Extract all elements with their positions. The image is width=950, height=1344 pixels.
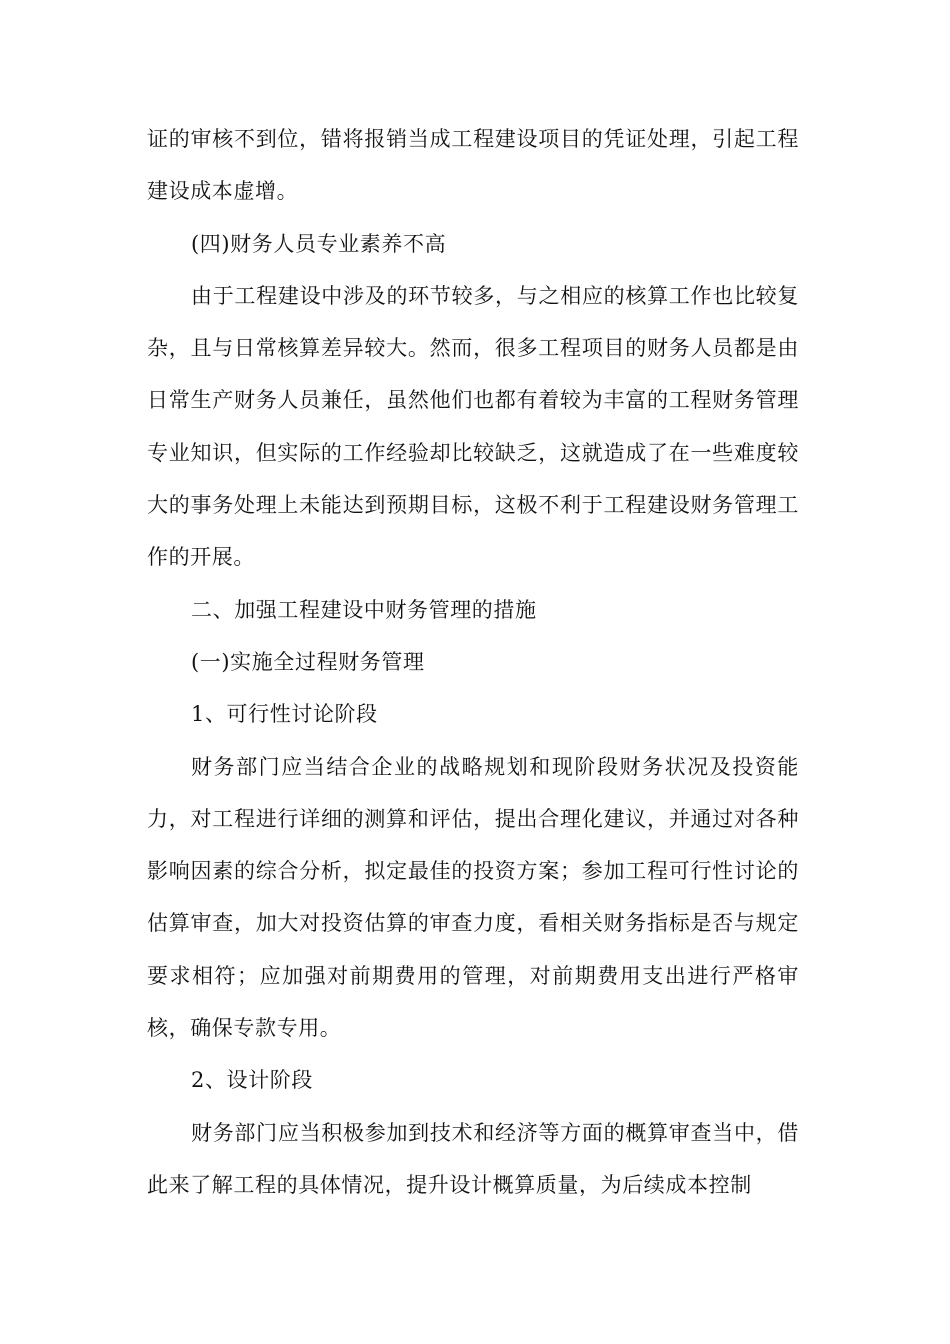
section-heading-2: 二、加强工程建设中财务管理的措施 <box>191 597 537 622</box>
paragraph-2: 由于工程建设中涉及的环节较多，与之相应的核算工作也比较复杂，且与日常核算差异较大。然而，很多工程项目的财务人员都是由日常生产财务人员兼任，虽然他们也都有着较为丰富的工程财务管理专业知识，但实际的工作经验却比较缺乏，这就造成了在一些难度较大的事务处理上未能达到预期目标，这极不利于工程建设财务管理工作的开展。 <box>147 283 799 570</box>
paragraph-4: 财务部门应当积极参加到技术和经济等方面的概算审查当中，借此来了解工程的具体情况，提升设计概算质量，为后续成本控制 <box>147 1120 799 1197</box>
section-heading-4: (四)财务人员专业素养不高 <box>191 231 447 256</box>
paragraph-3: 财务部门应当结合企业的战略规划和现阶段财务状况及投资能力，对工程进行详细的测算和评估，提出合理化建议，并通过对各种影响因素的综合分析，拟定最佳的投资方案；参加工程可行性讨论的估算审查，加大对投资估算的审查力度，看相关财务指标是否与规定要求相符；应加强对前期费用的管理，对前期费用支出进行严格审核，确保专款专用。 <box>147 754 799 1041</box>
subsection-heading-1: (一)实施全过程财务管理 <box>191 649 425 674</box>
document-body <box>147 113 799 1211</box>
step-heading-1: 1、可行性讨论阶段 <box>191 702 378 727</box>
paragraph-1: 证的审核不到位，错将报销当成工程建设项目的凭证处理，引起工程建设成本虚增。 <box>147 127 799 204</box>
step-heading-2: 2、设计阶段 <box>191 1068 313 1093</box>
